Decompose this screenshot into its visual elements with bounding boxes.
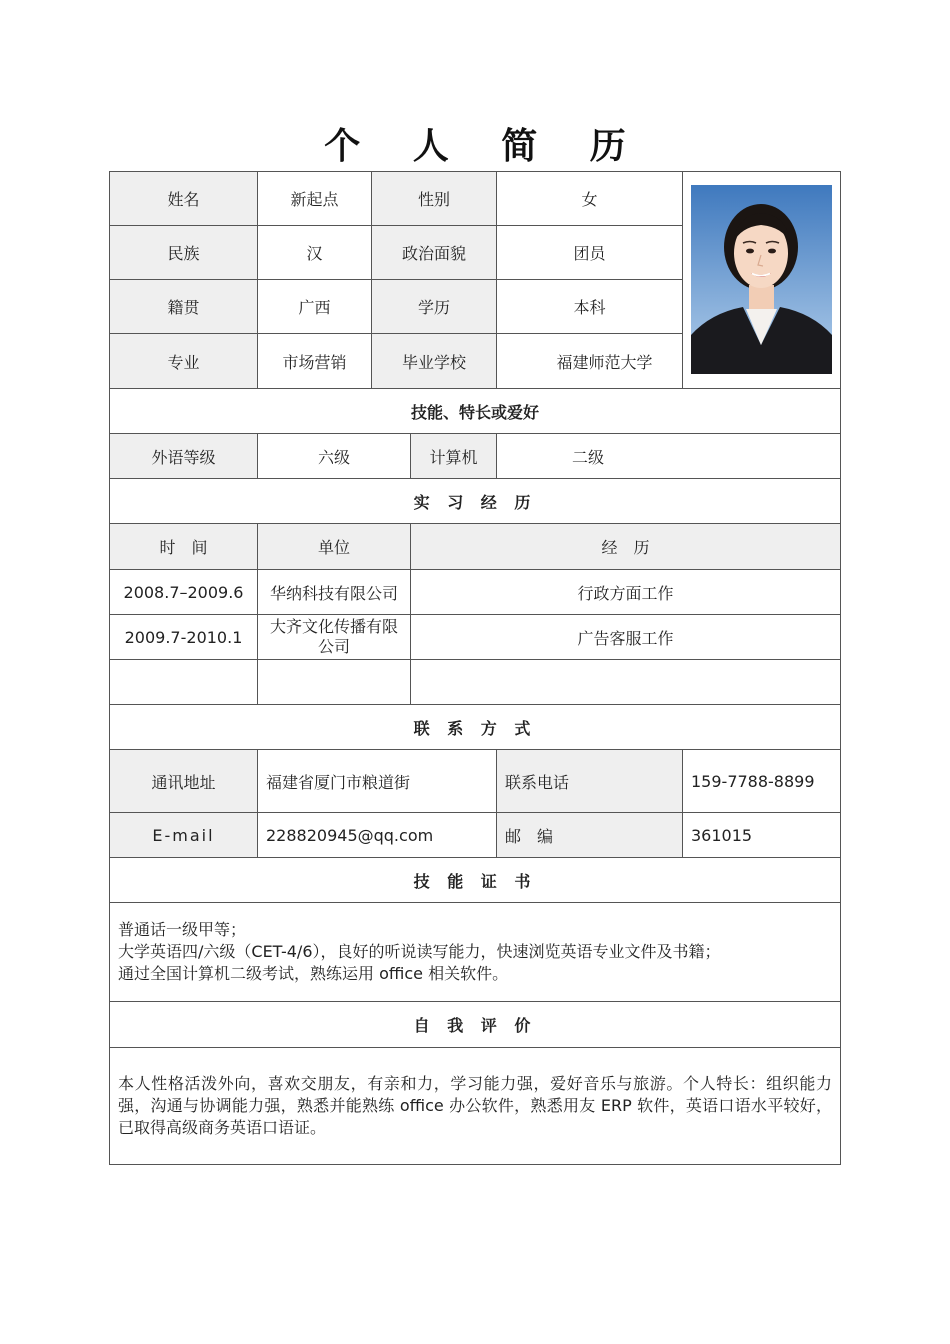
email-label: E-mail — [110, 813, 258, 858]
ethnicity-label: 民族 — [110, 226, 258, 280]
ethnicity-value: 汉 — [258, 226, 372, 280]
portrait-photo — [691, 185, 832, 374]
computer-value: 二级 — [497, 434, 840, 479]
certificate-line: 普通话一级甲等； — [118, 920, 247, 939]
table-row-empty — [258, 660, 411, 705]
col-experience: 经 历 — [411, 524, 840, 570]
portrait-icon — [691, 185, 832, 374]
major-value: 市场营销 — [258, 334, 372, 389]
school-label: 毕业学校 — [372, 334, 497, 389]
name-value: 新起点 — [258, 172, 372, 226]
certificates-header: 技 能 证 书 — [110, 858, 840, 903]
certificate-line: 大学英语四/六级（CET-4/6），良好的听说读写能力，快速浏览英语专业文件及书籍； — [118, 942, 721, 961]
self-evaluation-text: 本人性格活泼外向，喜欢交朋友，有亲和力，学习能力强，爱好音乐与旅游。个人特长：组织能力强，沟通与协调能力强，熟悉并能熟练 office 办公软件，熟悉用友 ERP 软件，英语口语水平较好，已取得高级商务英语口语证。 — [118, 1074, 832, 1137]
col-time: 时 间 — [110, 524, 258, 570]
certificate-line: 通过全国计算机二级考试，熟练运用 office 相关软件。 — [118, 964, 509, 983]
page-title: 个 人 简 历 — [324, 126, 646, 167]
major-label: 专业 — [110, 334, 258, 389]
language-label: 外语等级 — [110, 434, 258, 479]
computer-label: 计算机 — [411, 434, 497, 479]
phone-value: 159-7788-8899 — [683, 750, 840, 813]
political-label: 政治面貌 — [372, 226, 497, 280]
table-row-time: 2008.7–2009.6 — [110, 570, 258, 615]
email-value: 228820945@qq.com — [258, 813, 497, 858]
certificates-text — [110, 919, 840, 985]
gender-value: 女 — [497, 172, 683, 226]
address-value: 福建省厦门市粮道街 — [258, 750, 497, 813]
address-label: 通讯地址 — [110, 750, 258, 813]
zip-label: 邮 编 — [497, 813, 683, 858]
contact-header: 联 系 方 式 — [110, 705, 840, 750]
table-row-empty — [411, 660, 840, 705]
school-value: 福建师范大学 — [497, 334, 683, 389]
internship-header: 实 习 经 历 — [110, 479, 840, 524]
skills-header: 技能、特长或爱好 — [110, 389, 840, 434]
education-label: 学历 — [372, 280, 497, 334]
table-row-experience: 行政方面工作 — [411, 570, 840, 615]
table-row-time: 2009.7-2010.1 — [110, 615, 258, 660]
table-row-empty — [110, 660, 258, 705]
col-company: 单位 — [258, 524, 411, 570]
phone-label: 联系电话 — [497, 750, 683, 813]
gender-label: 性别 — [372, 172, 497, 226]
name-label: 姓名 — [110, 172, 258, 226]
language-value: 六级 — [258, 434, 411, 479]
zip-value: 361015 — [683, 813, 840, 858]
origin-value: 广西 — [258, 280, 372, 334]
education-value: 本科 — [497, 280, 683, 334]
table-row-company: 大齐文化传播有限公司 — [258, 615, 411, 660]
self-evaluation-header: 自 我 评 价 — [110, 1002, 840, 1048]
table-row-company: 华纳科技有限公司 — [258, 570, 411, 615]
political-value: 团员 — [497, 226, 683, 280]
origin-label: 籍贯 — [110, 280, 258, 334]
table-row-experience: 广告客服工作 — [411, 615, 840, 660]
